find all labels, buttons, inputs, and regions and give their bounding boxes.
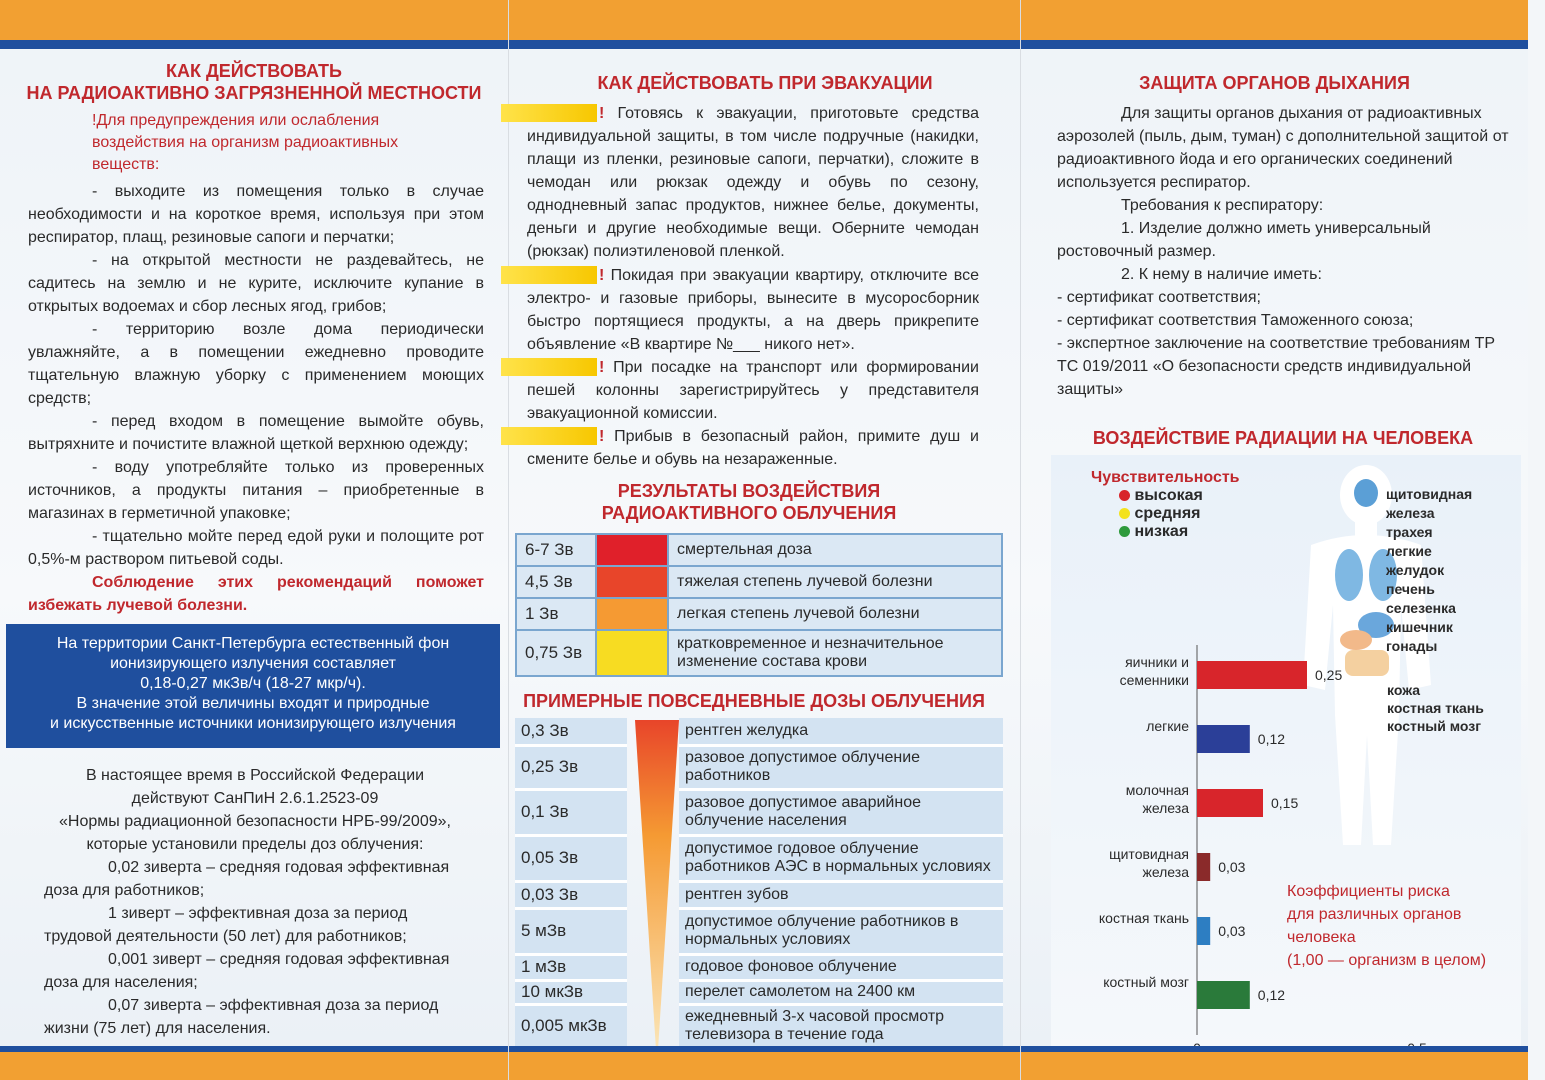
table-row xyxy=(515,980,1003,1004)
risk-bar-chart xyxy=(1051,645,1351,1055)
table-row xyxy=(515,881,1003,908)
low-dot-icon xyxy=(1119,526,1130,537)
legend-item xyxy=(1119,505,1240,523)
dose-desc: годовое фоновое облучение xyxy=(679,954,1003,980)
evac-step-text: Прибыв в безопасный район, примите душ и смените белье и обувь на незараженные. xyxy=(527,428,979,468)
limit-item: 0,07 зиверта – эффективная доза за период жизни (75 лет) для населения. xyxy=(44,997,439,1037)
panel2-title: КАК ДЕЙСТВОВАТЬ ПРИ ЭВАКУАЦИИ xyxy=(597,73,933,93)
evac-step xyxy=(527,264,979,356)
risk-note-line: человека xyxy=(1287,929,1356,946)
value-label: 0,15 xyxy=(1271,795,1299,811)
intestine-icon xyxy=(1345,650,1389,676)
norms-line: В настоящее время в Российской Федерации xyxy=(85,767,425,784)
risk-bar xyxy=(1197,853,1210,881)
value-label: 0,03 xyxy=(1218,859,1246,875)
severity-swatch xyxy=(596,598,668,630)
table-row xyxy=(516,598,1002,630)
dose-cell: 4,5 Зв xyxy=(516,566,596,598)
orange-stripe xyxy=(509,1052,1021,1080)
orange-stripe xyxy=(1021,1052,1528,1080)
category-label: щитовидная xyxy=(1109,846,1189,862)
category-label: костный мозг xyxy=(1103,974,1189,990)
severity-swatch xyxy=(596,566,668,598)
panel1-title-line1: КАК ДЕЙСТВОВАТЬ xyxy=(166,61,342,81)
list-item: - перед входом в помещение вымойте обувь, вытряхните и почистите влажной щеткой верхнюю одежду; xyxy=(28,413,484,453)
table-row xyxy=(515,954,1003,980)
limit-item: 0,001 зиверт – средняя годовая эффективная доза для населения; xyxy=(44,951,450,991)
req-subitem: - сертификат соответствия; xyxy=(1057,289,1261,306)
organ-label: костный мозг xyxy=(1387,718,1482,734)
panel-radioactive-area xyxy=(0,0,508,1080)
dose-limits xyxy=(44,856,468,1040)
dose-cell: 0,1 Зв xyxy=(515,789,627,835)
organ-label: легкие xyxy=(1386,543,1432,559)
dose-cell: 0,3 Зв xyxy=(515,718,627,745)
dose-desc: ежедневный 3-х часовой просмотр телевизора в течение года xyxy=(679,1004,1003,1048)
sensitivity-legend xyxy=(1091,469,1240,541)
risk-bar xyxy=(1197,725,1250,753)
dose-cell: 0,05 Зв xyxy=(515,835,627,881)
evac-step-text: Готовясь к эвакуации, приготовьте средства индивидуальной защиты, в том числе подручные (накидки, плащи из пленки, резиновые сапоги, перчатки), сложите в чемодан или рюкзак одежду и обувь по сезону, однодневный запас продуктов, нижнее белье, документы, деньги и другие необходимые вещи. Оберните чемодан (рюкзак) полиэтиленовой пленкой. xyxy=(527,105,979,260)
dose-cell: 5 мЗв xyxy=(515,908,627,954)
orange-stripe xyxy=(1021,0,1528,40)
risk-note-line: (1,00 — организм в целом) xyxy=(1287,952,1487,969)
dose-desc: разовое допустимое облучение работников xyxy=(679,745,1003,789)
dose-cell: 0,005 мкЗв xyxy=(515,1004,627,1048)
table-row xyxy=(515,789,1003,835)
dose-cell: 0,03 Зв xyxy=(515,881,627,908)
table-row xyxy=(515,835,1003,881)
evac-step xyxy=(527,102,979,263)
table-row xyxy=(515,908,1003,954)
category-label: яичники и xyxy=(1125,654,1189,670)
table-row xyxy=(516,566,1002,598)
category-label: железа xyxy=(1142,864,1189,880)
req-subitem: - экспертное заключение на соответствие требованиям ТР ТС 019/2011 «О безопасности средств индивидуальной защиты» xyxy=(1057,335,1496,398)
dose-desc: разовое допустимое аварийное облучение населения xyxy=(679,789,1003,835)
category-label: железа xyxy=(1142,800,1189,816)
organ-extra-labels xyxy=(1387,681,1522,735)
results-title-line1: РЕЗУЛЬТАТЫ ВОЗДЕЙСТВИЯ xyxy=(617,481,881,501)
organ-label: печень xyxy=(1386,581,1435,597)
intro-text: Для предупреждения или ослабления воздействия на организм радиоактивных веществ: xyxy=(92,112,399,173)
box-line: ионизирующего излучения составляет xyxy=(110,655,396,672)
box-line: и искусственные источники ионизирующего излучения xyxy=(50,715,456,732)
intro-mark: ! xyxy=(92,112,97,129)
mark-icon: ! xyxy=(599,267,605,284)
table-row xyxy=(515,745,1003,789)
effect-cell: кратковременное и незначительное изменение состава крови xyxy=(668,630,1002,676)
orange-stripe xyxy=(0,0,508,40)
dose-cell: 0,75 Зв xyxy=(516,630,596,676)
blue-stripe xyxy=(1021,40,1528,49)
risk-note-line: Коэффициенты риска xyxy=(1287,883,1450,900)
req-item: 2. К нему в наличие иметь: xyxy=(1121,266,1322,283)
category-label: семенники xyxy=(1119,672,1189,688)
table-row xyxy=(516,534,1002,566)
list-item: - воду употребляйте только из проверенных источников, а продукты питания – приобретенные в магазинах в герметичной упаковке; xyxy=(28,459,484,522)
legend-label: низкая xyxy=(1134,523,1189,540)
legend-item xyxy=(1119,487,1240,505)
severity-swatch xyxy=(596,630,668,676)
organ-label: гонады xyxy=(1386,638,1438,654)
organ-label: кишечник xyxy=(1386,619,1453,635)
req-title: Требования к респиратору: xyxy=(1121,197,1324,214)
limit-item: 0,02 зиверта – средняя годовая эффективная доза для работников; xyxy=(44,859,450,899)
effect-cell: тяжелая степень лучевой болезни xyxy=(668,566,1002,598)
table-row xyxy=(516,630,1002,676)
panel1-intro xyxy=(92,110,422,176)
legend-item xyxy=(1119,523,1240,541)
panel3-title: ЗАЩИТА ОРГАНОВ ДЫХАНИЯ xyxy=(1139,73,1410,93)
panel1-title-line2: НА РАДИОАКТИВНО ЗАГРЯЗНЕННОЙ МЕСТНОСТИ xyxy=(26,83,482,103)
high-dot-icon xyxy=(1119,490,1130,501)
effect-cell: смертельная доза xyxy=(668,534,1002,566)
evac-step-text: Покидая при эвакуации квартиру, отключите все электро- и газовые приборы, вынесите в мусоросборник быстро портящиеся продукты, а на дверь прикрепите объявление «В квартире №___ никого нет». xyxy=(527,267,980,353)
category-label: костная ткань xyxy=(1098,910,1189,926)
risk-note-line: для различных органов xyxy=(1287,906,1462,923)
list-item: - выходите из помещения только в случае необходимости и на короткое время, используя при этом респиратор, плащ, резиновые сапоги и перчатки; xyxy=(28,183,484,246)
req-subitem: - сертификат соответствия Таможенного союза; xyxy=(1057,312,1414,329)
organ-label: трахея xyxy=(1386,524,1433,540)
orange-stripe xyxy=(509,0,1021,40)
organ-label: костная ткань xyxy=(1387,700,1484,716)
panel1-list xyxy=(28,180,484,617)
table-row xyxy=(515,718,1003,745)
organ-label: кожа xyxy=(1387,682,1421,698)
dose-desc: рентген зубов xyxy=(679,881,1003,908)
norms-line: которые установили пределы доз облучения: xyxy=(86,836,424,853)
blue-stripe xyxy=(509,40,1021,49)
medium-dot-icon xyxy=(1119,508,1130,519)
orange-stripe xyxy=(0,1052,508,1080)
dose-desc: допустимое годовое облучение работников АЭС в нормальных условиях xyxy=(679,835,1003,881)
lung-left-icon xyxy=(1335,549,1363,601)
blue-stripe xyxy=(0,40,508,49)
dose-cell: 1 Зв xyxy=(516,598,596,630)
list-item: - территорию возле дома периодически увлажняйте, а в помещении ежедневно проводите тщательную влажную уборку с применением моющих средств; xyxy=(28,321,484,407)
dose-cell: 10 мкЗв xyxy=(515,980,627,1004)
radiation-chart xyxy=(1051,455,1521,1055)
panel-evacuation xyxy=(508,0,1021,1080)
dose-cell: 0,25 Зв xyxy=(515,745,627,789)
panel-respiratory xyxy=(1020,0,1528,1080)
category-label: молочная xyxy=(1125,782,1189,798)
norms-intro xyxy=(40,764,470,856)
respirator-text xyxy=(1057,102,1513,401)
risk-note xyxy=(1287,880,1517,972)
risk-bar xyxy=(1197,981,1250,1009)
list-item: - тщательно мойте перед едой руки и полощите рот 0,5%-м раствором питьевой соды. xyxy=(28,528,484,568)
results-table xyxy=(515,533,1003,677)
legend-label: средняя xyxy=(1134,505,1201,522)
doses-title: ПРИМЕРНЫЕ ПОВСЕДНЕВНЫЕ ДОЗЫ ОБЛУЧЕНИЯ xyxy=(523,691,985,711)
daily-doses-table xyxy=(515,718,1003,1050)
norms-line: действуют СанПиН 2.6.1.2523-09 xyxy=(131,790,379,807)
background-info-box xyxy=(6,624,500,748)
norms-line: «Нормы радиационной безопасности НРБ-99/2009», xyxy=(59,813,451,830)
box-line: В значение этой величины входят и природные xyxy=(76,695,430,712)
box-line: 0,18-0,27 мкЗв/ч (18-27 мкр/ч). xyxy=(140,675,366,692)
mark-icon: ! xyxy=(599,428,605,445)
dose-desc: допустимое облучение работников в нормальных условиях xyxy=(679,908,1003,954)
chart-title: ВОЗДЕЙСТВИЕ РАДИАЦИИ НА ЧЕЛОВЕКА xyxy=(1092,428,1474,448)
dose-cell: 1 мЗв xyxy=(515,954,627,980)
table-row xyxy=(515,1004,1003,1048)
category-label: легкие xyxy=(1146,718,1189,734)
mark-icon: ! xyxy=(599,105,605,122)
dose-desc: перелет самолетом на 2400 км xyxy=(679,980,1003,1004)
results-title xyxy=(509,480,989,524)
dose-cell: 6-7 Зв xyxy=(516,534,596,566)
risk-bar xyxy=(1197,789,1263,817)
req-item: 1. Изделие должно иметь универсальный ростовочный размер. xyxy=(1057,220,1431,260)
limit-item: 1 зиверт – эффективная доза за период трудовой деятельности (50 лет) для работников; xyxy=(44,905,408,945)
brain-icon xyxy=(1354,479,1378,507)
dose-desc: рентген желудка xyxy=(679,718,1003,745)
respirator-para: Для защиты органов дыхания от радиоактивных аэрозолей (пыль, дым, туман) с дополнительной защитой от радиоактивного йода и его органических соединений используется респиратор. xyxy=(1057,105,1509,191)
organ-label: селезенка xyxy=(1386,600,1456,616)
panel1-title xyxy=(0,60,508,104)
severity-swatch xyxy=(596,534,668,566)
value-label: 0,12 xyxy=(1257,987,1286,1003)
value-label: 0,12 xyxy=(1257,731,1286,747)
risk-bar xyxy=(1197,917,1210,945)
organ-label: щитовидная железа xyxy=(1386,486,1473,521)
results-title-line2: РАДИОАКТИВНОГО ОБЛУЧЕНИЯ xyxy=(601,503,897,523)
mark-icon: ! xyxy=(599,359,605,376)
organ-label: желудок xyxy=(1386,562,1445,578)
box-line: На территории Санкт-Петербурга естественный фон xyxy=(56,635,450,652)
legend-label: высокая xyxy=(1134,487,1203,504)
value-label: 0,03 xyxy=(1218,923,1246,939)
evac-step-text: При посадке на транспорт или формировании пешей колонны зарегистрируйтесь у представителя эвакуационной комиссии. xyxy=(527,359,979,422)
legend-title: Чувствительность xyxy=(1091,469,1240,486)
list-item: - на открытой местности не раздевайтесь, не садитесь на землю и не курите, исключите купание в открытых водоемах и сбор лесных ягод, грибов; xyxy=(28,252,484,315)
organ-labels xyxy=(1386,485,1521,656)
effect-cell: легкая степень лучевой болезни xyxy=(668,598,1002,630)
risk-bar xyxy=(1197,661,1307,689)
conclusion: Соблюдение этих рекомендаций поможет избежать лучевой болезни. xyxy=(28,574,484,614)
evac-step xyxy=(527,425,979,471)
value-label: 0,25 xyxy=(1315,667,1343,683)
evac-step xyxy=(527,356,979,425)
